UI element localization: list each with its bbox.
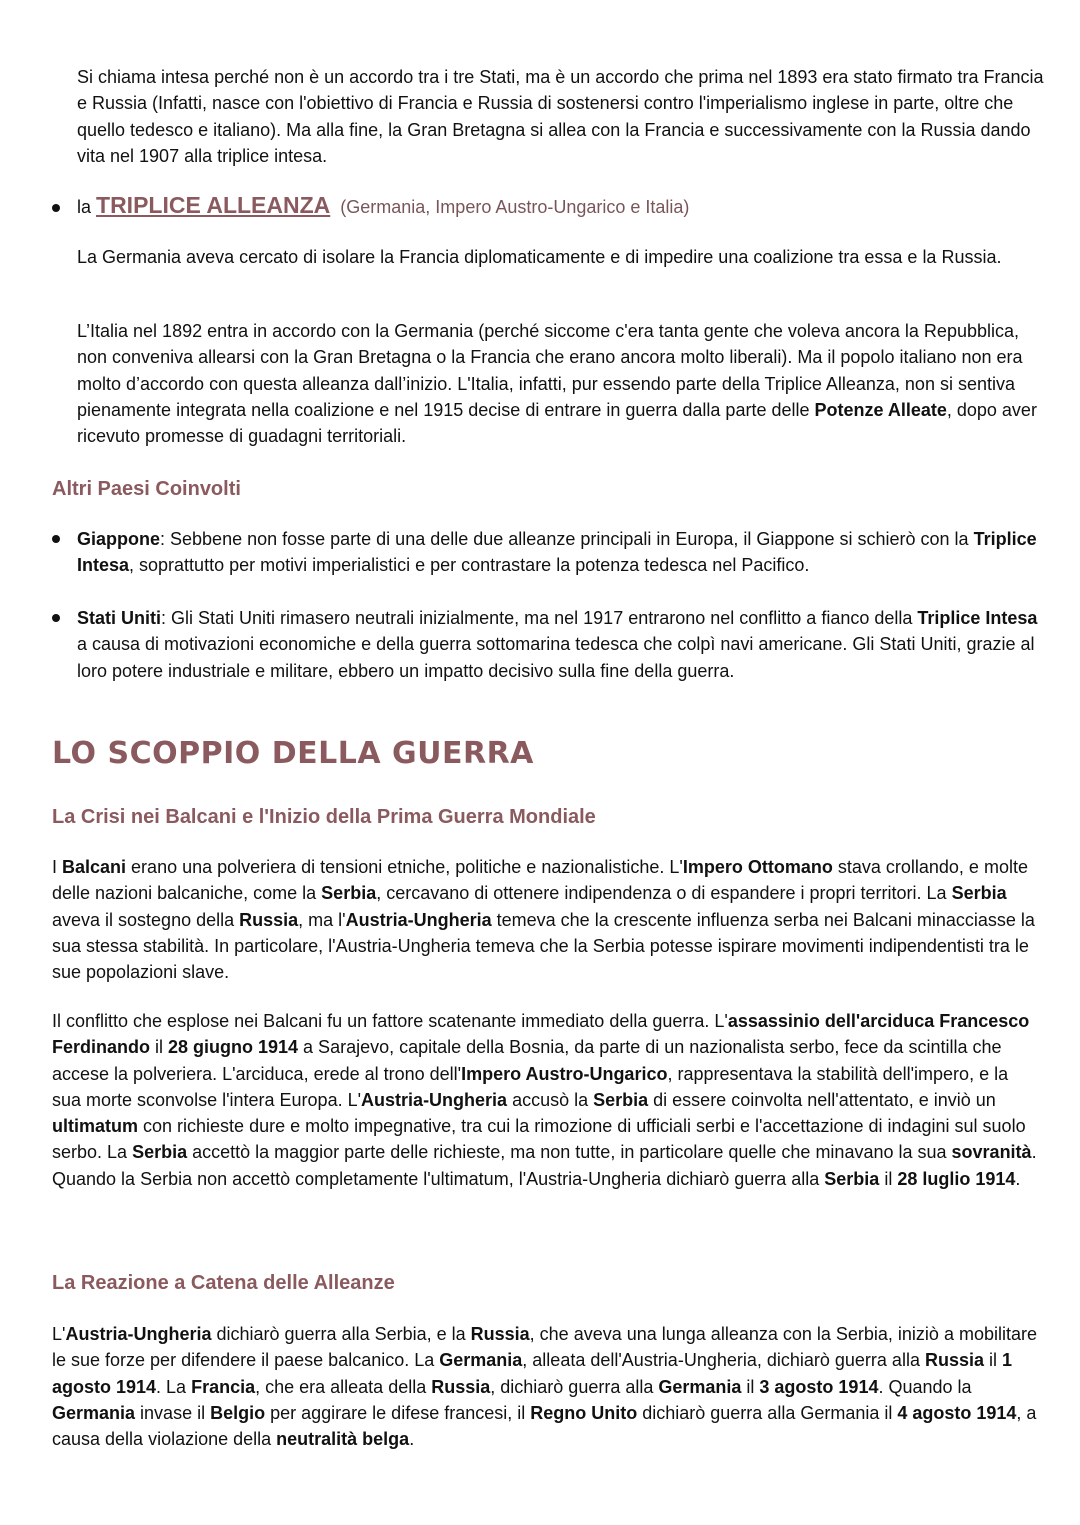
text: accettò la maggior parte delle richieste, ma non tutte, in particolare quelle che minavano la sua [187, 1142, 952, 1163]
paragraph-conflitto [52, 1008, 1037, 1192]
text: , dopo aver ricevuto promesse di guadagni territoriali. [77, 399, 1037, 447]
bold-text: assassinio dell'arciduca Francesco Ferdinando [52, 1011, 1030, 1058]
text: : Gli Stati Uniti rimasero neutrali inizialmente, ma nel 1917 entrarono nel conflitto a fianco della [161, 608, 918, 628]
text: , cercavano di ottenere indipendenza o di espandere i propri territori. La [376, 883, 952, 904]
bold-text: 4 agosto 1914 [897, 1402, 1017, 1423]
bullet-icon [52, 204, 60, 212]
text: . [1015, 1168, 1021, 1189]
text: il [879, 1168, 898, 1189]
text: . Quando la [878, 1376, 972, 1397]
bold-text: Germania [658, 1376, 742, 1397]
text: il [983, 1350, 1002, 1371]
text: Si chiama intesa perché non è un accordo tra i tre Stati, ma è un accordo che prima nel 1893 era stato firmato tra Francia e Russia (Infatti, nasce con l'obiettivo di Francia e Russia di sostenersi contro l'imperialismo inglese in parte, oltre che quello tedesco e italiano). Ma alla fine, la Gran Bretagna si allea con la Francia e successivamente con la Russia dando vita nel 1907 alla triplice intesa. [77, 67, 1044, 166]
text: , soprattutto per motivi imperialistici e per contrastare la potenza tedesca nel Pacifico. [129, 555, 810, 576]
paragraph-balcani [52, 854, 1037, 985]
list-item-giappone [77, 526, 1047, 579]
list-item-triplice-alleanza [77, 192, 1047, 220]
list-item-stati-uniti [77, 605, 1047, 684]
alleanza-name: TRIPLICE ALLEANZA [96, 192, 331, 218]
bold-text: Russia [431, 1376, 491, 1397]
text: : Sebbene non fosse parte di una delle due alleanze principali in Europa, il Giappone si schierò con la [160, 529, 974, 549]
text: a causa di motivazioni economiche e della guerra sottomarina tedesca che colpì navi americane. Gli Stati Uniti, grazie al loro potere industriale e militare, ebbero un impatto decisivo sulla fine della guerra. [77, 634, 1035, 681]
text: invase il [135, 1402, 211, 1423]
text: di essere coinvolta nell'attentato, e inviò un [648, 1089, 996, 1110]
bold-text: Giappone [77, 529, 161, 549]
text: aveva il sostegno della [52, 909, 240, 930]
bold-text: Serbia [824, 1168, 880, 1189]
bold-text: 1 agosto 1914 [52, 1350, 1012, 1397]
bold-text: Austria-Ungheria [345, 909, 492, 930]
text: , rappresentava la stabilità dell'impero, e la sua morte sconvolse l'intera Europa. L' [52, 1063, 1009, 1110]
text: Il conflitto che esplose nei Balcani fu un fattore scatenante immediato della guerra. L' [52, 1011, 728, 1031]
text: , ma l' [298, 909, 346, 930]
bold-text: Balcani [62, 857, 127, 877]
text: . [409, 1429, 415, 1450]
bold-text: 28 luglio 1914 [897, 1168, 1016, 1189]
heading-altri-paesi: Altri Paesi Coinvolti [52, 478, 241, 500]
bullet-icon [52, 614, 60, 622]
text: , a causa della violazione della [52, 1402, 1037, 1450]
bold-text: Francia [191, 1376, 256, 1397]
bold-text: ultimatum [52, 1116, 139, 1137]
bold-text: Triplice Intesa [77, 529, 1037, 576]
heading-crisi-balcani: La Crisi nei Balcani e l'Inizio della Prima Guerra Mondiale [52, 806, 596, 828]
bold-text: Regno Unito [530, 1402, 638, 1423]
bold-text: 3 agosto 1914 [759, 1376, 879, 1397]
text: , alleata dell'Austria-Ungheria, dichiarò guerra alla [522, 1350, 925, 1371]
bold-text: Impero Austro-Ungarico [461, 1063, 668, 1084]
paragraph-germania [77, 244, 1047, 270]
text: L' [52, 1324, 66, 1344]
text: . La [156, 1376, 192, 1397]
paragraph-italia [77, 318, 1047, 449]
text: per aggirare le difese francesi, il [265, 1402, 531, 1423]
bold-text: Germania [439, 1350, 523, 1371]
bullet-icon [52, 535, 60, 543]
bold-text: Serbia [951, 883, 1007, 904]
bold-text: Belgio [210, 1402, 266, 1423]
paragraph-reazione [52, 1321, 1037, 1452]
text: erano una polveriera di tensioni etniche, politiche e nazionalistiche. L' [126, 857, 683, 877]
text: il [741, 1376, 760, 1397]
text: dichiarò guerra alla Serbia, e la [211, 1324, 471, 1344]
bold-text: Serbia [132, 1142, 188, 1163]
text: , che aveva una lunga alleanza con la Serbia, iniziò a mobilitare le sue forze per difendere il paese balcanico. La [52, 1324, 1037, 1371]
text: temeva che la crescente influenza serba nei Balcani minacciasse la sua stessa stabilità. In particolare, l'Austria-Ungheria temeva che la Serbia potesse ispirare movimenti indipendentisti tra le sue popolazioni slave. [52, 909, 1035, 983]
alleanza-prefix: la [77, 197, 97, 217]
bold-text: Austria-Ungheria [65, 1324, 212, 1344]
bold-text: Russia [239, 909, 299, 930]
bold-text: Germania [52, 1402, 136, 1423]
bold-text: Serbia [593, 1089, 649, 1110]
text: con richieste dure e molto impegnative, tra cui la rimozione di ufficiali serbi e l'accettazione di indagini sul suolo serbo. La [52, 1116, 1026, 1163]
section-title: LO SCOPPIO DELLA GUERRA [52, 736, 534, 771]
text: , dichiarò guerra alla [490, 1376, 659, 1397]
bold-text: Serbia [321, 883, 377, 904]
text: a Sarajevo, capitale della Bosnia, da parte di un nazionalista serbo, fece da scintilla che accese la polveriera. L'arciduca, erede al trono dell' [52, 1037, 1002, 1084]
bold-text: 28 giugno 1914 [168, 1037, 299, 1058]
text: dichiarò guerra alla Germania il [637, 1402, 898, 1423]
text: stava crollando, e molte delle nazioni balcaniche, come la [52, 857, 1028, 904]
text: , che era alleata della [255, 1376, 432, 1397]
heading-reazione: La Reazione a Catena delle Alleanze [52, 1272, 395, 1294]
paragraph-intesa [77, 64, 1047, 169]
text: accusò la [507, 1089, 594, 1110]
alleanza-members: (Germania, Impero Austro-Ungarico e Italia) [340, 197, 690, 217]
bold-text: neutralità belga [276, 1429, 410, 1450]
text: La Germania aveva cercato di isolare la Francia diplomaticamente e di impedire una coalizione tra essa e la Russia. [77, 247, 1002, 267]
bold-text: Russia [924, 1350, 984, 1371]
bold-text: Stati Uniti [77, 608, 161, 628]
bold-text: Triplice Intesa [917, 608, 1038, 628]
text: . Quando la Serbia non accettò completamente l'ultimatum, l'Austria-Ungheria dichiarò guerra alla [52, 1142, 1037, 1189]
bold-text: Austria-Ungheria [361, 1089, 508, 1110]
text: il [150, 1037, 168, 1058]
bold-text: Impero Ottomano [682, 857, 833, 877]
bold-text: sovranità [951, 1142, 1032, 1163]
text: I [52, 857, 63, 877]
bold-text: Russia [470, 1324, 530, 1344]
text: L’Italia nel 1892 entra in accordo con la Germania (perché siccome c'era tanta gente che voleva ancora la Repubblica, non conveniva allearsi con la Gran Bretagna o la Francia che erano ancora molto liberali). Ma il popolo italiano non era molto d’accordo con questa alleanza dall’inizio. L'Italia, infatti, pur essendo parte della Triplice Alleanza, non si sentiva pienamente integrata nella coalizione e nel 1915 decise di entrare in guerra dalla parte delle [77, 321, 1023, 420]
bold-text: Potenze Alleate [814, 399, 947, 420]
